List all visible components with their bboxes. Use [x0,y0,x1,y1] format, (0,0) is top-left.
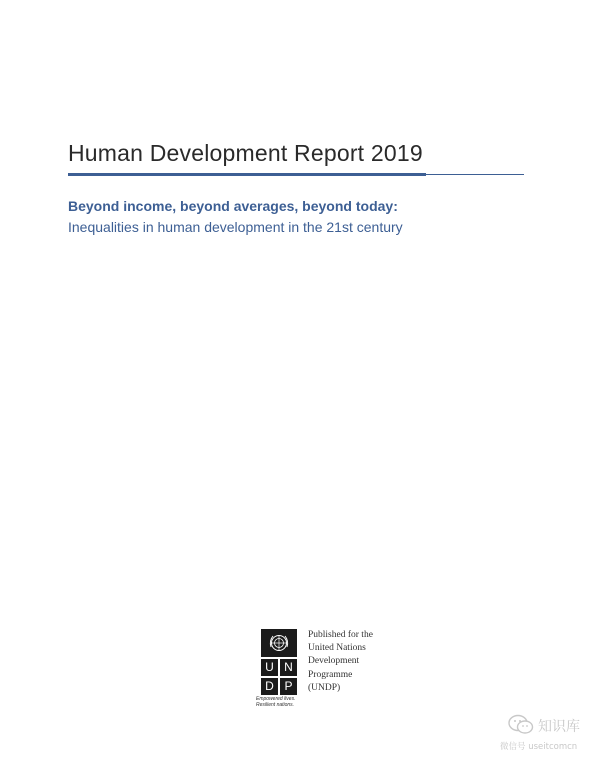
logo-letter-d: D [261,678,278,695]
watermark-name: 知识库 [538,719,580,735]
watermark-id: 微信号 useitcomcn [500,742,578,752]
logo-letter-p: P [280,678,297,695]
publisher-line: Published for the [308,630,373,640]
page-title: Human Development Report 2019 [68,140,423,166]
watermark [500,712,595,760]
title-underline-thick [68,173,426,176]
undp-letter-grid [261,659,297,695]
subsubtitle: Inequalities in human development in the 21st century [68,219,403,235]
publisher-line: Development [308,656,360,667]
tagline-line: Empowered lives. [256,696,296,702]
title-underline-thin [426,174,524,175]
publisher-statement [308,629,373,695]
logo-letter-n: N [280,659,297,676]
title-underline [68,173,524,176]
publisher-line: Programme [308,669,353,680]
wechat-icon [508,714,534,736]
subtitle: Beyond income, beyond averages, beyond today: [68,198,398,214]
publisher-line: (UNDP) [308,682,341,693]
undp-logo [261,629,301,695]
logo-tagline [256,696,295,708]
logo-letter-u: U [261,659,278,676]
un-emblem-icon [261,629,297,657]
publisher-line: United Nations [308,643,366,654]
tagline-line: Resilient nations. [256,702,295,708]
